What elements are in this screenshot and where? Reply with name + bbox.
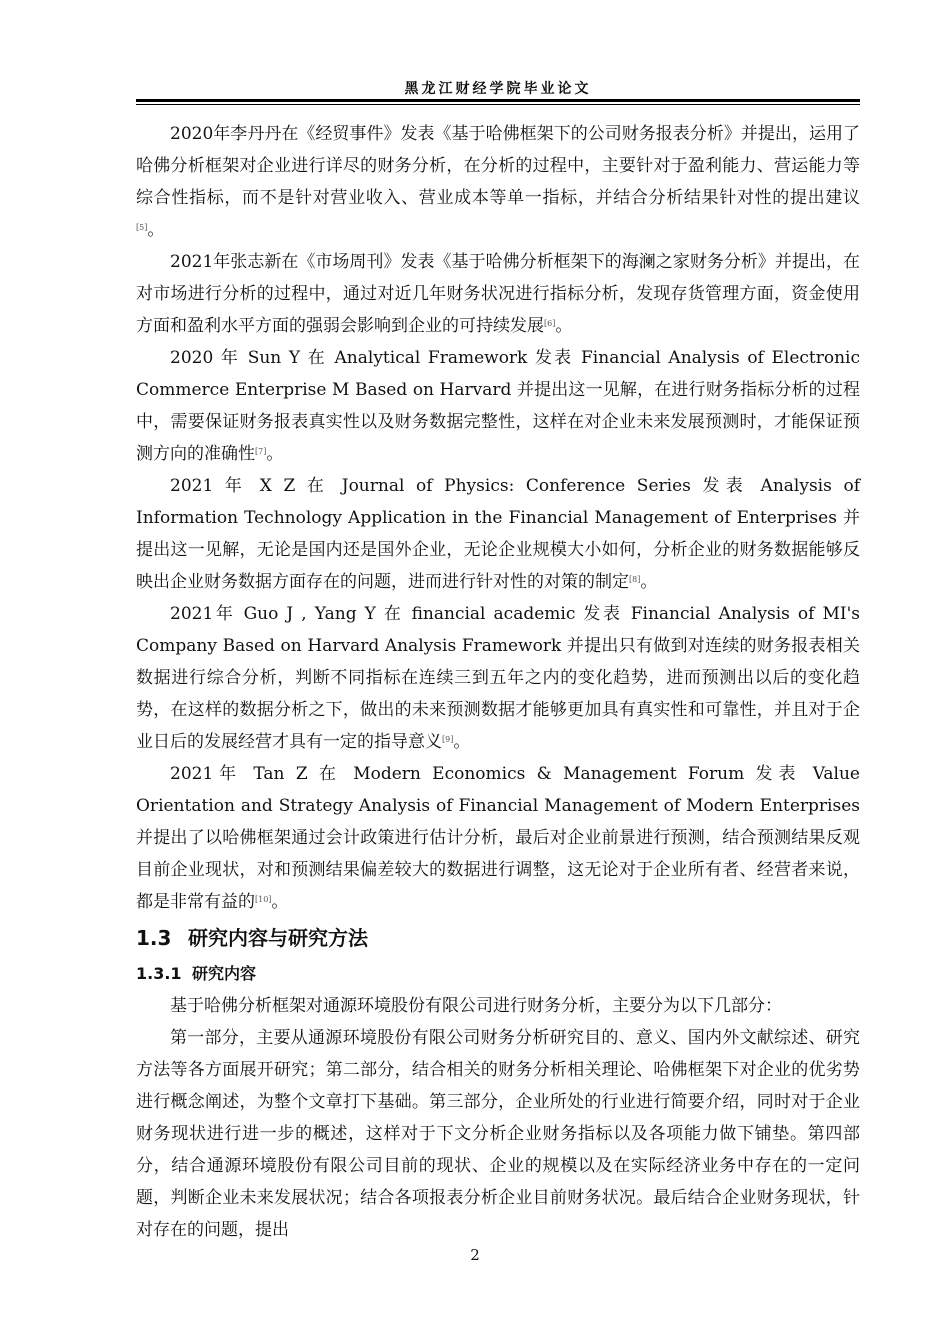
subsection-title: 研究内容 <box>192 964 257 983</box>
content-paragraph-1: 基于哈佛分析框架对通源环境股份有限公司进行财务分析，主要分为以下几部分： <box>170 996 782 1016</box>
citation-ref: [5] <box>136 223 148 232</box>
page-body <box>136 118 860 1246</box>
literature-paragraph-1: 2020年李丹丹在《经贸事件》发表《基于哈佛框架下的公司财务报表分析》并提出，运用了哈佛分析框架对企业进行详尽的财务分析，在分析的过程中，主要针对于盈利能力、营运能力等综合性指标，而不是针对营业收入、营业成本等单一指标，并结合分析结果针对性的提出建议[5]。 <box>136 124 860 240</box>
citation-ref: [8] <box>629 575 641 584</box>
citation-ref: [6] <box>544 319 556 328</box>
citation-ref: [10] <box>255 895 272 904</box>
section-title: 研究内容与研究方法 <box>188 926 368 950</box>
subsection-number: 1.3.1 <box>136 964 182 983</box>
header-rule-thin <box>136 104 860 105</box>
literature-paragraph-6: 2021年 Tan Z 在 Modern Economics & Management Forum 发表 Value Orientation and Strategy Analysis of Financial Management of Modern Enterprises 并提出了以哈佛框架通过会计政策进行估计分析，最后对企业前景进行预测，结合预测结果反观目前企业现状，对和预测结果偏差较大的数据进行调整，这无论对于企业所有者、经营者来说，都是非常有益的[10]。 <box>136 764 860 912</box>
citation-ref: [9] <box>442 735 454 744</box>
section-heading <box>136 918 860 958</box>
literature-paragraph-3: 2020 年 Sun Y 在 Analytical Framework 发表 Financial Analysis of Electronic Commerce Enterprise M Based on Harvard 并提出这一见解，在进行财务指标分析的过程中，需要保证财务报表真实性以及财务数据完整性，这样在对企业未来发展预测时，才能保证预测方向的准确性[7]。 <box>136 348 860 464</box>
header-rule-thick <box>136 99 860 102</box>
citation-ref: [7] <box>255 447 267 456</box>
page-number: 2 <box>470 1246 480 1264</box>
section-number: 1.3 <box>136 926 172 950</box>
literature-paragraph-2: 2021年张志新在《市场周刊》发表《基于哈佛分析框架下的海澜之家财务分析》并提出，在对市场进行分析的过程中，通过对近几年财务状况进行指标分析，发现存货管理方面，资金使用方面和盈利水平方面的强弱会影响到企业的可持续发展[6]。 <box>136 252 860 336</box>
content-paragraph-2: 第一部分，主要从通源环境股份有限公司财务分析研究目的、意义、国内外文献综述、研究方法等各方面展开研究；第二部分，结合相关的财务分析相关理论、哈佛框架下对企业的优劣势进行概念阐述，为整个文章打下基础。第三部分，企业所处的行业进行简要介绍，同时对于企业财务现状进行进一步的概述，这样对于下文分析企业财务指标以及各项能力做下铺垫。第四部分，结合通源环境股份有限公司目前的现状、企业的规模以及在实际经济业务中存在的一定问题，判断企业未来发展状况；结合各项报表分析企业目前财务状况。最后结合企业财务现状，针对存在的问题，提出 <box>136 1028 860 1240</box>
running-header-title: 黑龙江财经学院毕业论文 <box>404 81 592 97</box>
literature-paragraph-4: 2021 年 X Z 在 Journal of Physics: Conference Series 发表 Analysis of Information Technology Application in the Financial Management of Enterprises 并提出这一见解，无论是国内还是国外企业，无论企业规模大小如何，分析企业的财务数据能够反映出企业财务数据方面存在的问题，进而进行针对性的对策的制定[8]。 <box>136 476 860 592</box>
subsection-heading <box>136 958 860 990</box>
literature-paragraph-5: 2021年 Guo J , Yang Y 在 financial academic 发表 Financial Analysis of MI's Company Based on Harvard Analysis Framework 并提出只有做到对连续的财务报表相关数据进行综合分析，判断不同指标在连续三到五年之内的变化趋势，进而预测出以后的变化趋势，在这样的数据分析之下，做出的未来预测数据才能够更加具有真实性和可靠性，并且对于企业日后的发展经营才具有一定的指导意义[9]。 <box>136 604 860 752</box>
